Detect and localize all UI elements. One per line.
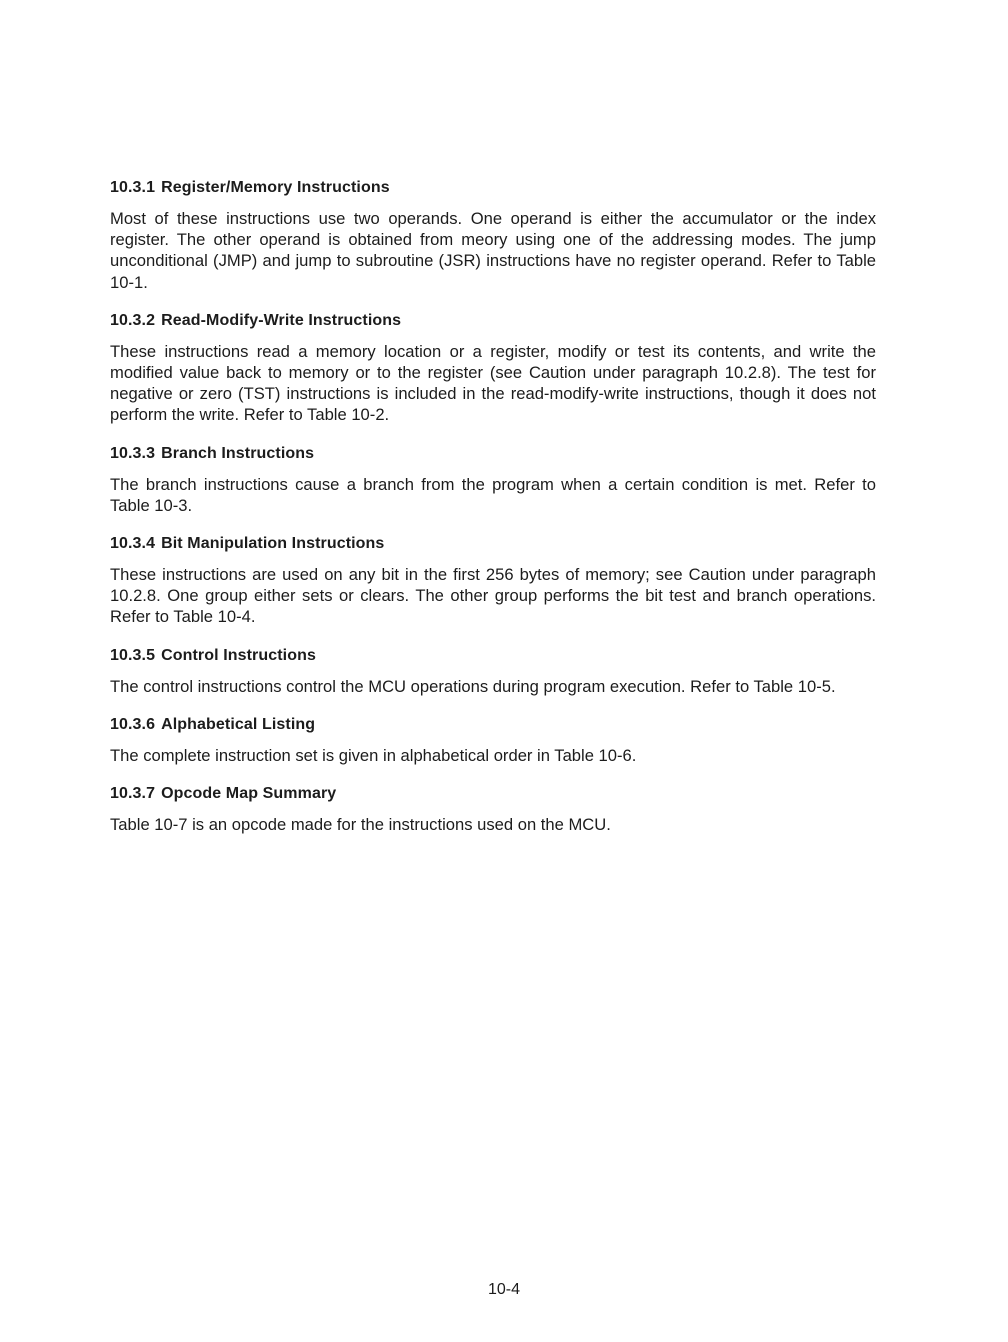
section-title: Branch Instructions xyxy=(161,444,315,462)
section-number: 10.3.1 xyxy=(110,179,156,196)
section-body: Most of these instructions use two operands. One operand is either the accumulator or the index register. The other operand is obtained from meory using one of the addressing modes. The jump unconditional (JMP) and jump to subroutine (JSR) instructions have no register operand. Refer to Table 10-1. xyxy=(110,209,876,292)
section-body: The branch instructions cause a branch from the program when a certain condition is met. Refer to Table 10-3. xyxy=(110,474,876,515)
section-number: 10.3.7 xyxy=(110,785,156,803)
section-number: 10.3.6 xyxy=(110,715,156,733)
section-body: The complete instruction set is given in alphabetical order in Table 10-6. xyxy=(110,745,637,765)
document-page xyxy=(110,178,876,835)
section-body: Table 10-7 is an opcode made for the instructions used on the MCU. xyxy=(110,815,611,835)
section-number: 10.3.3 xyxy=(110,444,156,462)
section-body: These instructions read a memory location or a register, modify or test its contents, and write the modified value back to memory or to the register (see Caution under paragraph 10.2.8). The test for negative or zero (TST) instructions is included in the read-modify-write instructions, though it does not perform the write. Refer to Table 10-2. xyxy=(110,341,876,425)
section-heading xyxy=(110,311,876,331)
section-title: Bit Manipulation Instructions xyxy=(161,535,385,553)
section-number: 10.3.5 xyxy=(110,646,156,664)
section-heading xyxy=(110,646,876,666)
section-title: Opcode Map Summary xyxy=(161,785,337,803)
section-title: Control Instructions xyxy=(161,646,316,664)
section-title: Read-Modify-Write Instructions xyxy=(161,311,402,329)
section-10-3-5 xyxy=(110,646,876,697)
section-heading xyxy=(110,784,876,804)
section-10-3-4 xyxy=(110,534,876,628)
section-10-3-6 xyxy=(110,715,876,766)
section-heading xyxy=(110,534,876,554)
section-heading xyxy=(110,178,876,198)
section-number: 10.3.4 xyxy=(110,535,156,553)
section-10-3-2 xyxy=(110,311,876,426)
section-number: 10.3.2 xyxy=(110,311,156,329)
page-number: 10-4 xyxy=(487,1281,521,1298)
section-body: These instructions are used on any bit in the first 256 bytes of memory; see Caution under paragraph 10.2.8. One group either sets or clears. The other group performs the bit test and branch operations. Refer to Table 10-4. xyxy=(110,565,876,627)
section-10-3-1 xyxy=(110,178,876,293)
section-heading xyxy=(110,444,876,464)
section-10-3-3 xyxy=(110,444,876,516)
section-body: The control instructions control the MCU operations during program execution. Refer to Table 10-5. xyxy=(110,676,836,696)
section-title: Register/Memory Instructions xyxy=(161,179,390,196)
section-heading xyxy=(110,715,876,735)
section-10-3-7 xyxy=(110,784,876,835)
section-title: Alphabetical Listing xyxy=(161,715,316,733)
